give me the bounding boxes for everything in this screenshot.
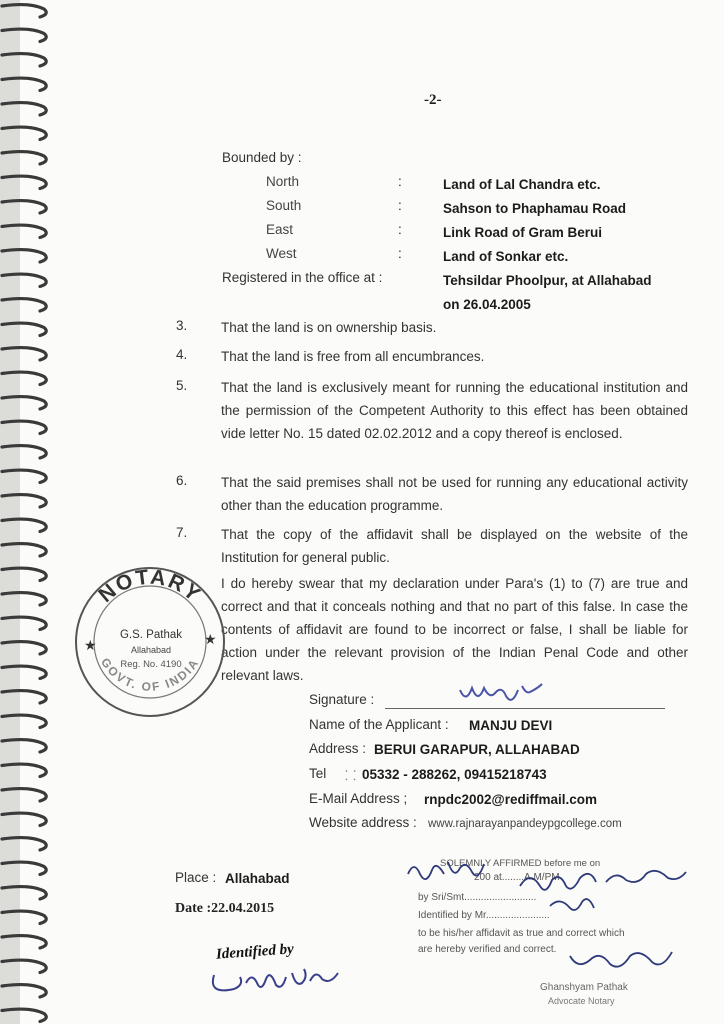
item-number: 4. [176,347,188,362]
tel-value: 05332 - 288262, 09415218743 [362,767,547,782]
direction-label: West [266,246,297,261]
svg-text:NOTARY [94,566,205,608]
applicant-signature [456,680,546,712]
boundary-value: Land of Sonkar etc. [443,249,569,264]
attestation-line: to be his/her affidavit as true and correct which [418,928,625,939]
email-label: E-Mail Address ; [309,791,408,806]
place-value: Allahabad [225,871,290,886]
separator: : [398,222,402,237]
notary-seal [70,562,230,722]
spiral-binding [0,0,58,1024]
notary-name: Ghanshyam Pathak [540,982,628,993]
attestation-line: by Sri/Smt.......................... [418,892,537,903]
declaration-text: I do hereby swear that my declaration under Para's (1) to (7) are true and correct and that it conceals nothing and that no part of this false. In case the contents of affidavit are found to be incorrect or false, I shall be liable for action under the relevant provision of the Indian Penal Code and other relevant laws. [221,576,688,683]
boundary-value: Land of Lal Chandra etc. [443,177,601,192]
website-value: www.rajnarayanpandeypgcollege.com [428,818,622,830]
seal-top-text: NOTARY [94,565,206,608]
notary-handwriting [400,852,724,1002]
page-number: -2- [424,92,442,108]
place-label: Place : [175,870,217,885]
boundary-value: Link Road of Gram Berui [443,225,603,240]
attestation-line: 200 at........A.M/PM [474,872,560,883]
attestation-line: SOLEMNLY AFFIRMED before me on [440,858,601,869]
bounded-by-title: Bounded by : [222,150,302,165]
address-label: Address : [309,741,367,756]
notary-title: Advocate Notary [548,996,615,1006]
seal-name: G.S. Pathak [119,629,183,641]
attestation-line: Identified by Mr....................... [418,910,550,921]
item-text: That the land is free from all encumbrances. [221,349,485,364]
item-number: 6. [176,473,188,488]
date-line: Date :22.04.2015 [175,901,275,916]
tel-smudge: ⸬ [345,768,357,783]
star-icon: ★ [204,631,217,647]
boundary-value: Sahson to Phaphamau Road [443,201,627,216]
item-text: That the said premises shall not be used for running any educational activity other than the education programme. [221,475,688,513]
attestation-line: are hereby verified and correct. [418,944,557,955]
item-number: 3. [176,318,188,333]
tel-label: Tel [309,766,327,781]
registered-date: on 26.04.2005 [443,297,531,312]
identifier-signature [204,955,344,997]
separator: : [398,246,402,261]
website-label: Website address : [309,815,417,830]
direction-label: East [266,222,294,237]
star-icon: ★ [84,637,97,653]
registered-label: Registered in the office at : [222,270,383,285]
item-number: 5. [176,378,188,393]
identified-stamp: Identified by [215,941,295,963]
seal-bottom-text: GOVT. OF INDIA [97,655,203,694]
direction-label: North [266,174,300,189]
item-text: That the land is exclusively meant for running the educational institution and the permission of the Competent Authority to this effect has been obtained vide letter No. 15 dated 02.02.2012 and a copy thereof is enclosed. [221,380,688,441]
item-number: 7. [176,525,188,540]
registered-value: Tehsildar Phoolpur, at Allahabad [443,273,652,288]
item-text: That the land is on ownership basis. [221,320,437,335]
applicant-name-label: Name of the Applicant : [309,717,449,732]
direction-label: South [266,198,302,213]
separator: : [398,174,402,189]
applicant-name: MANJU DEVI [469,718,553,733]
seal-reg: Reg. No. 4190 [120,659,182,670]
email-value: rnpdc2002@rediffmail.com [424,792,597,807]
seal-city: Allahabad [130,645,172,655]
signature-label: Signature : [309,692,375,707]
address-value: BERUI GARAPUR, ALLAHABAD [374,742,580,757]
item-text: That the copy of the affidavit shall be displayed on the website of the Institution for general public. [221,527,688,565]
separator: : [398,198,402,213]
